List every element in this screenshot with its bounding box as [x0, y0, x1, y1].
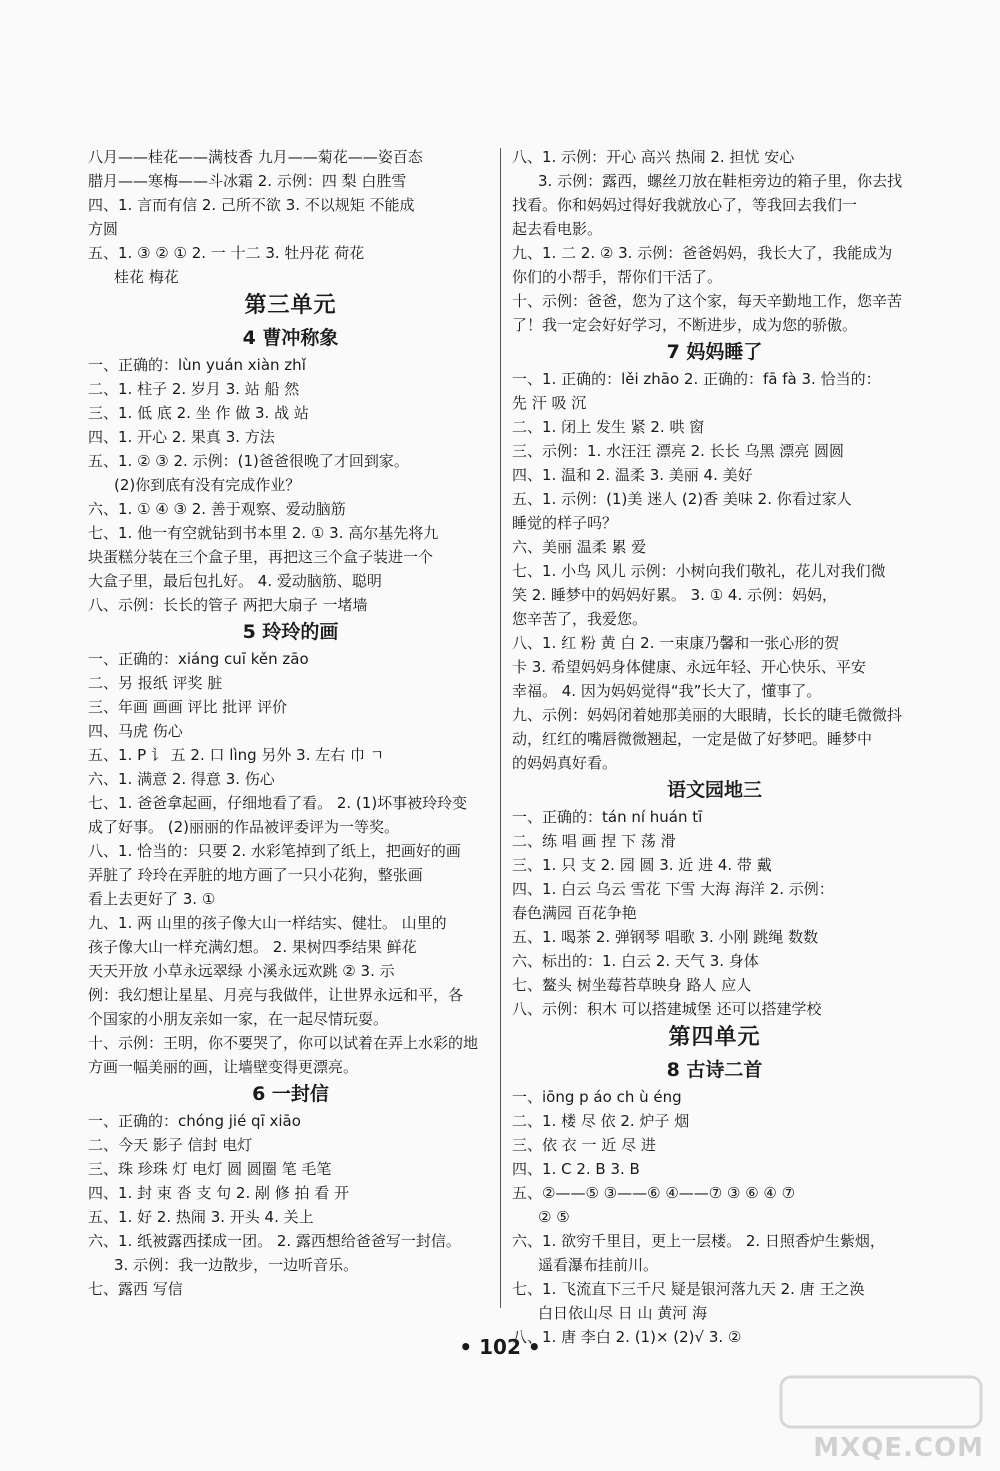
lesson-title: 6 一封信	[252, 1083, 329, 1105]
unit-title: 第三单元	[244, 293, 337, 318]
answer-line: 方画一幅美丽的画，让墙壁变得更漂亮。	[88, 1058, 359, 1076]
answer-line: 看上去更好了 3. ①	[88, 890, 216, 908]
answer-line: 睡觉的样子吗？	[512, 514, 618, 532]
watermark-logo-icon	[779, 1373, 984, 1431]
answer-line: 二、1. 楼 尽 依 2. 炉子 烟	[512, 1112, 690, 1130]
answer-line: 五、1. 喝茶 2. 弹钢琴 唱歌 3. 小刚 跳绳 数数	[512, 928, 819, 946]
answer-line: 三、1. 只 支 2. 园 圆 3. 近 进 4. 带 戴	[512, 856, 772, 874]
answer-line: 你们的小帮手，帮你们干活了。	[512, 268, 723, 286]
answer-line: 三、依 衣 一 近 尽 进	[512, 1136, 656, 1154]
answer-line: 一、正确的：tán ní huán tī	[512, 808, 703, 826]
answer-line: 四、1. 白云 乌云 雪花 下雪 大海 海洋 2. 示例：	[512, 880, 834, 898]
answer-line: 九、1. 两 山里的孩子像大山一样结实、健壮。 山里的	[88, 914, 447, 932]
answer-line: 四、马虎 伤心	[88, 722, 183, 740]
answer-line: 四、1. 开心 2. 果真 3. 方法	[88, 428, 275, 446]
answer-line-indented: 白日依山尽 日 山 黄河 海	[538, 1304, 708, 1322]
answer-line: 七、1. 他一有空就钻到书本里 2. ① 3. 高尔基先将九	[88, 524, 439, 542]
answer-line-indented: 桂花 梅花	[114, 268, 179, 286]
answer-line: 的妈妈真好看。	[512, 754, 618, 772]
answer-line-indented: 3. 示例：露西，螺丝刀放在鞋柜旁边的箱子里，你去找	[538, 172, 903, 190]
answer-line: 一、1. 正确的：lěi zhāo 2. 正确的：fā fà 3. 恰当的：	[512, 370, 881, 388]
answer-line: 二、另 报纸 评奖 脏	[88, 674, 223, 692]
answer-line: 动，红红的嘴唇微微翘起，一定是做了好梦吧。睡梦中	[512, 730, 873, 748]
answer-line: 六、1. 满意 2. 得意 3. 伤心	[88, 770, 275, 788]
answer-line: 找看。你和妈妈过得好我就放心了，等我回去我们一	[512, 196, 858, 214]
lesson-title: 语文园地三	[666, 779, 762, 801]
page-number: • 102 •	[459, 1335, 541, 1359]
answer-line: 五、1. ③ ② ① 2. 一 十二 3. 牡丹花 荷花	[88, 244, 365, 262]
answer-line: 个国家的小朋友亲如一家，在一起尽情玩耍。	[88, 1010, 389, 1028]
answer-line: 一、正确的：lùn yuán xiàn zhǐ	[88, 356, 306, 374]
answer-line: 六、1. 欲穷千里目，更上一层楼。 2. 日照香炉生紫烟，	[512, 1232, 885, 1250]
answer-line: 三、1. 低 底 2. 坐 作 做 3. 战 站	[88, 404, 309, 422]
lesson-title: 8 古诗二首	[666, 1059, 763, 1081]
answer-line: 孩子像大山一样充满幻想。 2. 果树四季结果 鲜花	[88, 938, 417, 956]
answer-line: 八、1. 示例：开心 高兴 热闹 2. 担忧 安心	[512, 148, 795, 166]
answer-line: 笑 2. 睡梦中的妈妈好累。 3. ① 4. 示例：妈妈，	[512, 586, 837, 604]
answer-line: 春色满园 百花争艳	[512, 904, 637, 922]
answer-line: 六、1. ① ④ ③ 2. 善于观察、爱动脑筋	[88, 500, 346, 518]
answer-line: 七、1. 爸爸拿起画，仔细地看了看。 2. (1)坏事被玲玲变	[88, 794, 468, 812]
answer-line: 一、正确的：xiáng cuī kěn zāo	[88, 650, 309, 668]
answer-line: 一、正确的：chóng jié qī xiāo	[88, 1112, 301, 1130]
answer-line: 幸福。 4. 因为妈妈觉得“我”长大了，懂事了。	[512, 682, 822, 700]
answer-line: 卡 3. 希望妈妈身体健康、永远年轻、开心快乐、平安	[512, 658, 866, 676]
answer-line: 三、珠 珍珠 灯 电灯 圆 圆圈 笔 毛笔	[88, 1160, 332, 1178]
answer-line-indented: ② ⑤	[538, 1208, 570, 1226]
answer-line: 五、1. P 讠 五 2. 口 lìng 另外 3. 左右 巾 ㄱ	[88, 746, 385, 764]
answer-line: 六、标出的：1. 白云 2. 天气 3. 身体	[512, 952, 759, 970]
answer-line: 四、1. 封 束 沓 支 句 2. 剐 修 拍 看 开	[88, 1184, 350, 1202]
answer-line: 八月——桂花——满枝香 九月——菊花——姿百态	[88, 148, 423, 166]
answer-line: 七、露西 写信	[88, 1280, 183, 1298]
answer-line: 六、1. 纸被露西揉成一团。 2. 露西想给爸爸写一封信。	[88, 1232, 461, 1250]
lesson-title: 7 妈妈睡了	[666, 341, 763, 363]
lesson-title: 4 曹冲称象	[242, 327, 339, 349]
answer-line: 成了好事。 (2)丽丽的作品被评委评为一等奖。	[88, 818, 400, 836]
column-divider	[500, 148, 501, 1308]
answer-line: 九、示例：妈妈闭着她那美丽的大眼睛，长长的睫毛微微抖	[512, 706, 903, 724]
answer-line: 五、1. ② ③ 2. 示例：(1)爸爸很晚了才回到家。	[88, 452, 409, 470]
answer-line: 九、1. 二 2. ② 3. 示例：爸爸妈妈，我长大了，我能成为	[512, 244, 893, 262]
answer-line: 您辛苦了，我爱您。	[512, 610, 648, 628]
answer-line: 二、1. 柱子 2. 岁月 3. 站 船 然	[88, 380, 300, 398]
answer-line: 三、示例：1. 水汪汪 漂亮 2. 长长 乌黑 漂亮 圆圆	[512, 442, 845, 460]
answer-line: 四、1. C 2. B 3. B	[512, 1160, 640, 1178]
answer-line-indented: (2)你到底有没有完成作业？	[114, 476, 301, 494]
answer-line: 了！我一定会好好学习，不断进步，成为您的骄傲。	[512, 316, 858, 334]
answer-line: 十、示例：爸爸，您为了这个家，每天辛勤地工作，您辛苦	[512, 292, 903, 310]
answer-line: 八、1. 红 粉 黄 白 2. 一束康乃馨和一张心形的贺	[512, 634, 840, 652]
answer-line: 四、1. 温和 2. 温柔 3. 美丽 4. 美好	[512, 466, 753, 484]
left-column	[88, 145, 493, 1301]
answer-line: 六、美丽 温柔 累 爱	[512, 538, 647, 556]
answer-line: 五、1. 好 2. 热闹 3. 开头 4. 关上	[88, 1208, 314, 1226]
answer-line-indented: 遥看瀑布挂前川。	[538, 1256, 659, 1274]
answer-line: 三、年画 画画 评比 批评 评价	[88, 698, 288, 716]
answer-line: 二、练 唱 画 捏 下 荡 滑	[512, 832, 676, 850]
lesson-title: 5 玲玲的画	[242, 621, 339, 643]
answer-line: 例：我幻想让星星、月亮与我做伴，让世界永远和平，各	[88, 986, 464, 1004]
answer-line: 先 汗 吸 沉	[512, 394, 587, 412]
answer-line: 天天开放 小草永远翠绿 小溪永远欢跳 ② 3. 示	[88, 962, 395, 980]
answer-line: 七、1. 飞流直下三千尺 疑是银河落九天 2. 唐 王之涣	[512, 1280, 865, 1298]
answer-line: 起去看电影。	[512, 220, 603, 238]
answer-line: 七、鳌头 树坐莓苔草映身 路人 应人	[512, 976, 752, 994]
answer-line: 五、②——⑤ ③——⑥ ④——⑦ ③ ⑥ ④ ⑦	[512, 1184, 796, 1202]
answer-line: 四、1. 言而有信 2. 己所不欲 3. 不以规矩 不能成	[88, 196, 415, 214]
answer-line: 五、1. 示例：(1)美 迷人 (2)香 美味 2. 你看过家人	[512, 490, 852, 508]
answer-line: 七、1. 小鸟 风儿 示例：小树向我们敬礼，花儿对我们微	[512, 562, 886, 580]
unit-title: 第四单元	[668, 1025, 761, 1050]
right-column	[512, 145, 917, 1349]
answer-line: 八、示例：长长的管子 两把大扇子 一堵墙	[88, 596, 368, 614]
answer-line: 方圆	[88, 220, 119, 238]
answer-line: 弄脏了 玲玲在弄脏的地方画了一只小花狗，整张画	[88, 866, 423, 884]
watermark-url: MXQE.COM	[813, 1433, 984, 1463]
answer-line: 十、示例：王明，你不要哭了，你可以试着在弄上水彩的地	[88, 1034, 479, 1052]
answer-line: 八、示例：积木 可以搭建城堡 还可以搭建学校	[512, 1000, 822, 1018]
answer-line: 一、iōng p áo ch ù éng	[512, 1088, 682, 1106]
answer-line: 二、1. 闭上 发生 紧 2. 哄 窗	[512, 418, 705, 436]
answer-line: 八、1. 恰当的：只要 2. 水彩笔掉到了纸上，把画好的画	[88, 842, 461, 860]
answer-line: 八、1. 唐 李白 2. (1)× (2)√ 3. ②	[512, 1328, 742, 1346]
answer-line-indented: 3. 示例：我一边散步，一边听音乐。	[114, 1256, 359, 1274]
watermark	[779, 1373, 984, 1463]
answer-line: 腊月——寒梅——斗冰霜 2. 示例：四 梨 白胜雪	[88, 172, 407, 190]
answer-line: 二、今天 影子 信封 电灯	[88, 1136, 253, 1154]
answer-line: 大盒子里，最后包扎好。 4. 爱动脑筋、聪明	[88, 572, 382, 590]
answer-line: 块蛋糕分装在三个盒子里，再把这三个盒子装进一个	[88, 548, 434, 566]
